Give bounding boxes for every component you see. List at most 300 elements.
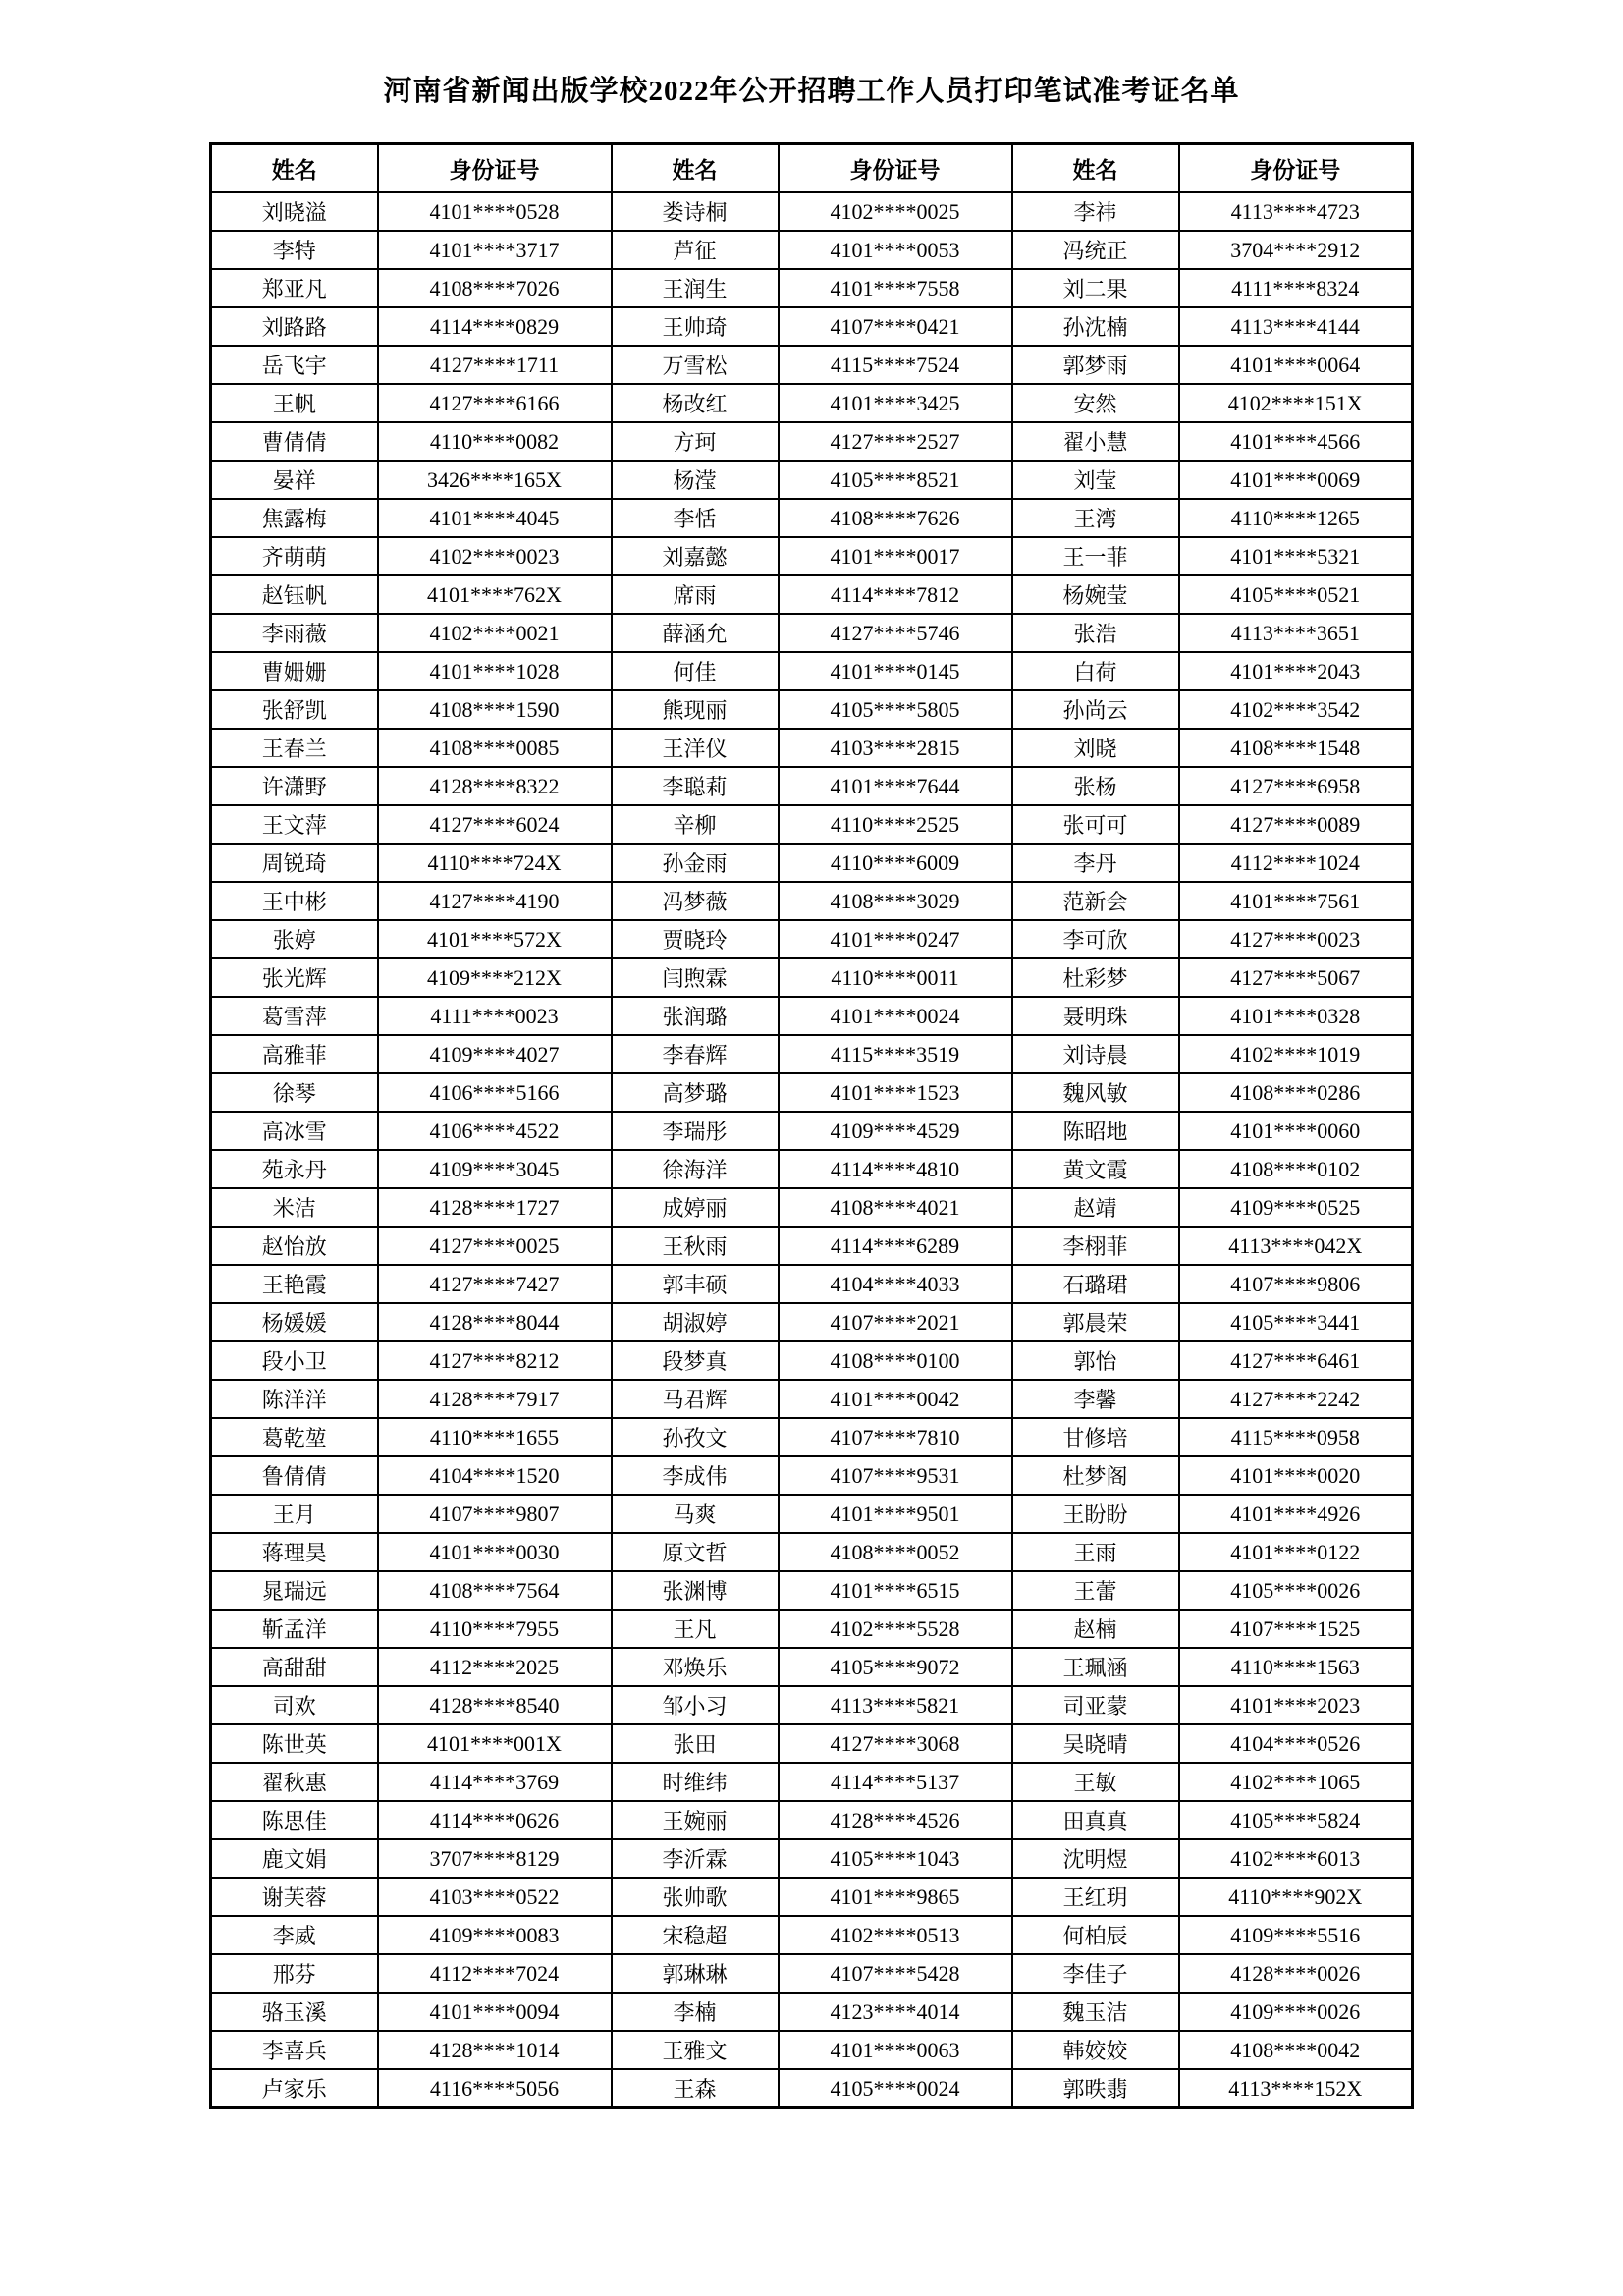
id-number-cell: 4102****0023 bbox=[378, 537, 612, 575]
id-number-cell: 4127****2527 bbox=[779, 422, 1012, 461]
table-row bbox=[211, 231, 1413, 269]
name-cell: 米洁 bbox=[211, 1188, 378, 1227]
name-cell: 靳孟洋 bbox=[211, 1610, 378, 1648]
id-number-cell: 4113****152X bbox=[1179, 2069, 1413, 2108]
name-cell: 郭丰硕 bbox=[612, 1265, 779, 1303]
name-cell: 岳飞宇 bbox=[211, 346, 378, 384]
id-number-cell: 4109****4529 bbox=[779, 1112, 1012, 1150]
id-number-cell: 4102****3542 bbox=[1179, 690, 1413, 729]
id-number-cell: 4113****3651 bbox=[1179, 614, 1413, 652]
name-cell: 何佳 bbox=[612, 652, 779, 690]
id-number-cell: 4111****0023 bbox=[378, 997, 612, 1035]
name-cell: 曹倩倩 bbox=[211, 422, 378, 461]
name-cell: 鹿文娟 bbox=[211, 1839, 378, 1878]
id-number-cell: 4112****1024 bbox=[1179, 844, 1413, 882]
name-cell: 葛雪萍 bbox=[211, 997, 378, 1035]
name-cell: 陈思佳 bbox=[211, 1801, 378, 1839]
name-cell: 冯梦薇 bbox=[612, 882, 779, 920]
name-cell: 杨改红 bbox=[612, 384, 779, 422]
id-number-cell: 4110****1655 bbox=[378, 1418, 612, 1456]
name-cell: 杨婉莹 bbox=[1012, 575, 1179, 614]
name-cell: 孙尚云 bbox=[1012, 690, 1179, 729]
id-number-cell: 4101****7561 bbox=[1179, 882, 1413, 920]
table-row bbox=[211, 1456, 1413, 1495]
name-cell: 张润璐 bbox=[612, 997, 779, 1035]
id-number-cell: 4109****3045 bbox=[378, 1150, 612, 1188]
id-number-cell: 4101****6515 bbox=[779, 1571, 1012, 1610]
name-cell: 安然 bbox=[1012, 384, 1179, 422]
id-number-cell: 4116****5056 bbox=[378, 2069, 612, 2108]
table-row bbox=[211, 729, 1413, 767]
name-cell: 司欢 bbox=[211, 1686, 378, 1724]
name-cell: 郭梦雨 bbox=[1012, 346, 1179, 384]
header-row bbox=[211, 144, 1413, 192]
id-number-cell: 3704****2912 bbox=[1179, 231, 1413, 269]
id-number-cell: 4127****2242 bbox=[1179, 1380, 1413, 1418]
id-number-cell: 4115****3519 bbox=[779, 1035, 1012, 1073]
name-cell: 王盼盼 bbox=[1012, 1495, 1179, 1533]
id-number-cell: 4107****2021 bbox=[779, 1303, 1012, 1341]
roster-table-body bbox=[211, 192, 1413, 2108]
id-number-cell: 4101****0064 bbox=[1179, 346, 1413, 384]
id-number-cell: 4127****6461 bbox=[1179, 1341, 1413, 1380]
id-number-cell: 4127****7427 bbox=[378, 1265, 612, 1303]
name-cell: 王雅文 bbox=[612, 2031, 779, 2069]
name-cell: 郭昳翡 bbox=[1012, 2069, 1179, 2108]
name-cell: 李祎 bbox=[1012, 192, 1179, 232]
id-number-cell: 4114****3769 bbox=[378, 1763, 612, 1801]
id-number-cell: 4107****0421 bbox=[779, 307, 1012, 346]
id-number-cell: 4128****7917 bbox=[378, 1380, 612, 1418]
id-number-cell: 4109****0083 bbox=[378, 1916, 612, 1954]
name-cell: 刘晓 bbox=[1012, 729, 1179, 767]
id-number-cell: 4101****7558 bbox=[779, 269, 1012, 307]
id-number-cell: 4108****7564 bbox=[378, 1571, 612, 1610]
name-cell: 王润生 bbox=[612, 269, 779, 307]
table-row bbox=[211, 1073, 1413, 1112]
name-cell: 李恬 bbox=[612, 499, 779, 537]
id-number-cell: 4110****724X bbox=[378, 844, 612, 882]
name-cell: 王敏 bbox=[1012, 1763, 1179, 1801]
name-cell: 陈昭地 bbox=[1012, 1112, 1179, 1150]
id-number-cell: 4101****0030 bbox=[378, 1533, 612, 1571]
id-number-cell: 4110****2525 bbox=[779, 805, 1012, 844]
name-cell: 李特 bbox=[211, 231, 378, 269]
table-row bbox=[211, 1112, 1413, 1150]
table-row bbox=[211, 384, 1413, 422]
table-row bbox=[211, 1763, 1413, 1801]
id-number-cell: 4113****4723 bbox=[1179, 192, 1413, 232]
table-row bbox=[211, 1648, 1413, 1686]
table-row bbox=[211, 269, 1413, 307]
id-number-cell: 4108****0286 bbox=[1179, 1073, 1413, 1112]
name-cell: 郑亚凡 bbox=[211, 269, 378, 307]
table-row bbox=[211, 614, 1413, 652]
id-number-cell: 4127****0089 bbox=[1179, 805, 1413, 844]
id-number-cell: 4128****8044 bbox=[378, 1303, 612, 1341]
name-cell: 蒋理昊 bbox=[211, 1533, 378, 1571]
id-number-cell: 4127****6166 bbox=[378, 384, 612, 422]
name-cell: 张婷 bbox=[211, 920, 378, 958]
id-number-cell: 4101****4926 bbox=[1179, 1495, 1413, 1533]
id-number-cell: 4110****0082 bbox=[378, 422, 612, 461]
id-number-cell: 4127****5067 bbox=[1179, 958, 1413, 997]
name-cell: 薛涵允 bbox=[612, 614, 779, 652]
name-cell: 吴晓晴 bbox=[1012, 1724, 1179, 1763]
name-cell: 魏玉洁 bbox=[1012, 1993, 1179, 2031]
table-row bbox=[211, 882, 1413, 920]
column-header-id: 身份证号 bbox=[779, 144, 1012, 192]
name-cell: 司亚蒙 bbox=[1012, 1686, 1179, 1724]
id-number-cell: 4114****4810 bbox=[779, 1150, 1012, 1188]
name-cell: 郭晨荣 bbox=[1012, 1303, 1179, 1341]
id-number-cell: 4108****0085 bbox=[378, 729, 612, 767]
id-number-cell: 4108****0042 bbox=[1179, 2031, 1413, 2069]
table-row bbox=[211, 1380, 1413, 1418]
table-row bbox=[211, 575, 1413, 614]
id-number-cell: 4107****9531 bbox=[779, 1456, 1012, 1495]
id-number-cell: 4128****8322 bbox=[378, 767, 612, 805]
name-cell: 刘二果 bbox=[1012, 269, 1179, 307]
name-cell: 席雨 bbox=[612, 575, 779, 614]
id-number-cell: 4110****0011 bbox=[779, 958, 1012, 997]
name-cell: 王中彬 bbox=[211, 882, 378, 920]
id-number-cell: 4107****7810 bbox=[779, 1418, 1012, 1456]
table-row bbox=[211, 844, 1413, 882]
id-number-cell: 4105****8521 bbox=[779, 461, 1012, 499]
name-cell: 高甜甜 bbox=[211, 1648, 378, 1686]
id-number-cell: 4107****9806 bbox=[1179, 1265, 1413, 1303]
name-cell: 陈洋洋 bbox=[211, 1380, 378, 1418]
name-cell: 鲁倩倩 bbox=[211, 1456, 378, 1495]
id-number-cell: 4105****1043 bbox=[779, 1839, 1012, 1878]
name-cell: 孙沈楠 bbox=[1012, 307, 1179, 346]
name-cell: 赵靖 bbox=[1012, 1188, 1179, 1227]
name-cell: 李可欣 bbox=[1012, 920, 1179, 958]
id-number-cell: 4112****7024 bbox=[378, 1954, 612, 1993]
id-number-cell: 4105****9072 bbox=[779, 1648, 1012, 1686]
name-cell: 辛柳 bbox=[612, 805, 779, 844]
name-cell: 赵钰帆 bbox=[211, 575, 378, 614]
id-number-cell: 4101****0017 bbox=[779, 537, 1012, 575]
name-cell: 成婷丽 bbox=[612, 1188, 779, 1227]
name-cell: 高冰雪 bbox=[211, 1112, 378, 1150]
id-number-cell: 4109****5516 bbox=[1179, 1916, 1413, 1954]
name-cell: 邢芬 bbox=[211, 1954, 378, 1993]
table-row bbox=[211, 461, 1413, 499]
id-number-cell: 4111****8324 bbox=[1179, 269, 1413, 307]
name-cell: 苑永丹 bbox=[211, 1150, 378, 1188]
name-cell: 刘诗晨 bbox=[1012, 1035, 1179, 1073]
table-row bbox=[211, 1993, 1413, 2031]
id-number-cell: 4113****042X bbox=[1179, 1227, 1413, 1265]
name-cell: 冯统正 bbox=[1012, 231, 1179, 269]
name-cell: 田真真 bbox=[1012, 1801, 1179, 1839]
table-row bbox=[211, 307, 1413, 346]
id-number-cell: 4105****3441 bbox=[1179, 1303, 1413, 1341]
id-number-cell: 4105****5824 bbox=[1179, 1801, 1413, 1839]
id-number-cell: 4107****1525 bbox=[1179, 1610, 1413, 1648]
id-number-cell: 4127****8212 bbox=[378, 1341, 612, 1380]
id-number-cell: 4107****5428 bbox=[779, 1954, 1012, 1993]
name-cell: 贾晓玲 bbox=[612, 920, 779, 958]
name-cell: 翟秋惠 bbox=[211, 1763, 378, 1801]
id-number-cell: 4101****0247 bbox=[779, 920, 1012, 958]
name-cell: 杜彩梦 bbox=[1012, 958, 1179, 997]
id-number-cell: 4101****0042 bbox=[779, 1380, 1012, 1418]
id-number-cell: 4101****572X bbox=[378, 920, 612, 958]
table-row bbox=[211, 1839, 1413, 1878]
name-cell: 王艳霞 bbox=[211, 1265, 378, 1303]
name-cell: 晁瑞远 bbox=[211, 1571, 378, 1610]
id-number-cell: 4127****4190 bbox=[378, 882, 612, 920]
name-cell: 邓焕乐 bbox=[612, 1648, 779, 1686]
name-cell: 方珂 bbox=[612, 422, 779, 461]
name-cell: 王红玥 bbox=[1012, 1878, 1179, 1916]
id-number-cell: 4101****2023 bbox=[1179, 1686, 1413, 1724]
name-cell: 王春兰 bbox=[211, 729, 378, 767]
id-number-cell: 4101****0528 bbox=[378, 192, 612, 232]
table-row bbox=[211, 537, 1413, 575]
roster-table bbox=[209, 142, 1414, 2109]
name-cell: 王月 bbox=[211, 1495, 378, 1533]
name-cell: 马爽 bbox=[612, 1495, 779, 1533]
table-row bbox=[211, 1533, 1413, 1571]
table-row bbox=[211, 1150, 1413, 1188]
id-number-cell: 4101****0122 bbox=[1179, 1533, 1413, 1571]
id-number-cell: 4127****5746 bbox=[779, 614, 1012, 652]
id-number-cell: 4105****5805 bbox=[779, 690, 1012, 729]
table-row bbox=[211, 346, 1413, 384]
name-cell: 葛乾堃 bbox=[211, 1418, 378, 1456]
table-row bbox=[211, 1303, 1413, 1341]
id-number-cell: 4102****5528 bbox=[779, 1610, 1012, 1648]
name-cell: 王湾 bbox=[1012, 499, 1179, 537]
id-number-cell: 4101****001X bbox=[378, 1724, 612, 1763]
name-cell: 许潇野 bbox=[211, 767, 378, 805]
name-cell: 周锐琦 bbox=[211, 844, 378, 882]
table-row bbox=[211, 1954, 1413, 1993]
column-header-name: 姓名 bbox=[612, 144, 779, 192]
id-number-cell: 4101****0053 bbox=[779, 231, 1012, 269]
id-number-cell: 4123****4014 bbox=[779, 1993, 1012, 2031]
id-number-cell: 4101****3425 bbox=[779, 384, 1012, 422]
id-number-cell: 4106****5166 bbox=[378, 1073, 612, 1112]
name-cell: 张田 bbox=[612, 1724, 779, 1763]
id-number-cell: 4102****151X bbox=[1179, 384, 1413, 422]
name-cell: 胡淑婷 bbox=[612, 1303, 779, 1341]
id-number-cell: 4127****6024 bbox=[378, 805, 612, 844]
name-cell: 王婉丽 bbox=[612, 1801, 779, 1839]
page-title: 河南省新闻出版学校2022年公开招聘工作人员打印笔试准考证名单 bbox=[383, 76, 1240, 107]
id-number-cell: 4127****3068 bbox=[779, 1724, 1012, 1763]
name-cell: 聂明珠 bbox=[1012, 997, 1179, 1035]
name-cell: 高雅菲 bbox=[211, 1035, 378, 1073]
name-cell: 韩姣姣 bbox=[1012, 2031, 1179, 2069]
id-number-cell: 4113****4144 bbox=[1179, 307, 1413, 346]
id-number-cell: 4105****0026 bbox=[1179, 1571, 1413, 1610]
id-number-cell: 4109****212X bbox=[378, 958, 612, 997]
name-cell: 刘莹 bbox=[1012, 461, 1179, 499]
id-number-cell: 4101****4045 bbox=[378, 499, 612, 537]
name-cell: 张可可 bbox=[1012, 805, 1179, 844]
id-number-cell: 4115****0958 bbox=[1179, 1418, 1413, 1456]
id-number-cell: 4101****0145 bbox=[779, 652, 1012, 690]
id-number-cell: 4110****1265 bbox=[1179, 499, 1413, 537]
name-cell: 齐萌萌 bbox=[211, 537, 378, 575]
name-cell: 张光辉 bbox=[211, 958, 378, 997]
id-number-cell: 4103****0522 bbox=[378, 1878, 612, 1916]
id-number-cell: 4101****0069 bbox=[1179, 461, 1413, 499]
table-row bbox=[211, 1341, 1413, 1380]
id-number-cell: 4105****0521 bbox=[1179, 575, 1413, 614]
column-header-name: 姓名 bbox=[211, 144, 378, 192]
id-number-cell: 4102****0025 bbox=[779, 192, 1012, 232]
name-cell: 王森 bbox=[612, 2069, 779, 2108]
id-number-cell: 4101****0060 bbox=[1179, 1112, 1413, 1150]
id-number-cell: 4110****1563 bbox=[1179, 1648, 1413, 1686]
name-cell: 时维纬 bbox=[612, 1763, 779, 1801]
id-number-cell: 4101****9865 bbox=[779, 1878, 1012, 1916]
name-cell: 赵楠 bbox=[1012, 1610, 1179, 1648]
id-number-cell: 4108****4021 bbox=[779, 1188, 1012, 1227]
id-number-cell: 4102****1019 bbox=[1179, 1035, 1413, 1073]
id-number-cell: 4101****3717 bbox=[378, 231, 612, 269]
id-number-cell: 4108****7026 bbox=[378, 269, 612, 307]
name-cell: 芦征 bbox=[612, 231, 779, 269]
column-header-name: 姓名 bbox=[1012, 144, 1179, 192]
id-number-cell: 4101****1028 bbox=[378, 652, 612, 690]
id-number-cell: 4104****4033 bbox=[779, 1265, 1012, 1303]
name-cell: 马君辉 bbox=[612, 1380, 779, 1418]
table-row bbox=[211, 920, 1413, 958]
id-number-cell: 4113****5821 bbox=[779, 1686, 1012, 1724]
name-cell: 刘嘉懿 bbox=[612, 537, 779, 575]
id-number-cell: 3426****165X bbox=[378, 461, 612, 499]
id-number-cell: 4101****0063 bbox=[779, 2031, 1012, 2069]
id-number-cell: 4108****0100 bbox=[779, 1341, 1012, 1380]
table-row bbox=[211, 1495, 1413, 1533]
id-number-cell: 4108****0102 bbox=[1179, 1150, 1413, 1188]
name-cell: 谢芙蓉 bbox=[211, 1878, 378, 1916]
id-number-cell: 3707****8129 bbox=[378, 1839, 612, 1878]
id-number-cell: 4127****6958 bbox=[1179, 767, 1413, 805]
name-cell: 李栩菲 bbox=[1012, 1227, 1179, 1265]
name-cell: 娄诗桐 bbox=[612, 192, 779, 232]
table-row bbox=[211, 652, 1413, 690]
name-cell: 段梦真 bbox=[612, 1341, 779, 1380]
name-cell: 杨滢 bbox=[612, 461, 779, 499]
name-cell: 张帅歌 bbox=[612, 1878, 779, 1916]
id-number-cell: 4127****0023 bbox=[1179, 920, 1413, 958]
table-row bbox=[211, 192, 1413, 232]
name-cell: 焦露梅 bbox=[211, 499, 378, 537]
table-row bbox=[211, 805, 1413, 844]
name-cell: 孙金雨 bbox=[612, 844, 779, 882]
name-cell: 范新会 bbox=[1012, 882, 1179, 920]
id-number-cell: 4115****7524 bbox=[779, 346, 1012, 384]
name-cell: 沈明煜 bbox=[1012, 1839, 1179, 1878]
table-row bbox=[211, 2069, 1413, 2108]
table-row bbox=[211, 422, 1413, 461]
name-cell: 王帅琦 bbox=[612, 307, 779, 346]
id-number-cell: 4101****1523 bbox=[779, 1073, 1012, 1112]
table-row bbox=[211, 2031, 1413, 2069]
id-number-cell: 4114****0829 bbox=[378, 307, 612, 346]
name-cell: 李喜兵 bbox=[211, 2031, 378, 2069]
name-cell: 翟小慧 bbox=[1012, 422, 1179, 461]
id-number-cell: 4107****9807 bbox=[378, 1495, 612, 1533]
column-header-id: 身份证号 bbox=[378, 144, 612, 192]
id-number-cell: 4102****1065 bbox=[1179, 1763, 1413, 1801]
table-row bbox=[211, 1916, 1413, 1954]
name-cell: 邹小习 bbox=[612, 1686, 779, 1724]
table-row bbox=[211, 1724, 1413, 1763]
name-cell: 何柏辰 bbox=[1012, 1916, 1179, 1954]
id-number-cell: 4101****762X bbox=[378, 575, 612, 614]
name-cell: 杜梦阁 bbox=[1012, 1456, 1179, 1495]
name-cell: 刘路路 bbox=[211, 307, 378, 346]
name-cell: 赵怡放 bbox=[211, 1227, 378, 1265]
name-cell: 李瑞彤 bbox=[612, 1112, 779, 1150]
id-number-cell: 4128****1727 bbox=[378, 1188, 612, 1227]
table-row bbox=[211, 1878, 1413, 1916]
roster-table-header bbox=[211, 144, 1413, 192]
id-number-cell: 4128****0026 bbox=[1179, 1954, 1413, 1993]
name-cell: 李馨 bbox=[1012, 1380, 1179, 1418]
name-cell: 石璐珺 bbox=[1012, 1265, 1179, 1303]
name-cell: 白荷 bbox=[1012, 652, 1179, 690]
name-cell: 徐琴 bbox=[211, 1073, 378, 1112]
table-row bbox=[211, 1610, 1413, 1648]
table-row bbox=[211, 1035, 1413, 1073]
id-number-cell: 4128****4526 bbox=[779, 1801, 1012, 1839]
name-cell: 李沂霖 bbox=[612, 1839, 779, 1878]
name-cell: 曹姗姗 bbox=[211, 652, 378, 690]
name-cell: 王一菲 bbox=[1012, 537, 1179, 575]
name-cell: 王珮涵 bbox=[1012, 1648, 1179, 1686]
id-number-cell: 4109****0026 bbox=[1179, 1993, 1413, 2031]
id-number-cell: 4103****2815 bbox=[779, 729, 1012, 767]
name-cell: 李春辉 bbox=[612, 1035, 779, 1073]
id-number-cell: 4105****0024 bbox=[779, 2069, 1012, 2108]
name-cell: 陈世英 bbox=[211, 1724, 378, 1763]
table-row bbox=[211, 499, 1413, 537]
id-number-cell: 4127****0025 bbox=[378, 1227, 612, 1265]
name-cell: 骆玉溪 bbox=[211, 1993, 378, 2031]
id-number-cell: 4101****0328 bbox=[1179, 997, 1413, 1035]
id-number-cell: 4114****5137 bbox=[779, 1763, 1012, 1801]
name-cell: 杨媛媛 bbox=[211, 1303, 378, 1341]
id-number-cell: 4104****0526 bbox=[1179, 1724, 1413, 1763]
id-number-cell: 4114****6289 bbox=[779, 1227, 1012, 1265]
name-cell: 万雪松 bbox=[612, 346, 779, 384]
id-number-cell: 4101****2043 bbox=[1179, 652, 1413, 690]
name-cell: 甘修培 bbox=[1012, 1418, 1179, 1456]
id-number-cell: 4109****4027 bbox=[378, 1035, 612, 1073]
id-number-cell: 4110****6009 bbox=[779, 844, 1012, 882]
name-cell: 李雨薇 bbox=[211, 614, 378, 652]
id-number-cell: 4128****1014 bbox=[378, 2031, 612, 2069]
name-cell: 高梦璐 bbox=[612, 1073, 779, 1112]
name-cell: 晏祥 bbox=[211, 461, 378, 499]
name-cell: 魏风敏 bbox=[1012, 1073, 1179, 1112]
name-cell: 王秋雨 bbox=[612, 1227, 779, 1265]
id-number-cell: 4101****7644 bbox=[779, 767, 1012, 805]
table-row bbox=[211, 958, 1413, 997]
name-cell: 李威 bbox=[211, 1916, 378, 1954]
table-row bbox=[211, 1227, 1413, 1265]
